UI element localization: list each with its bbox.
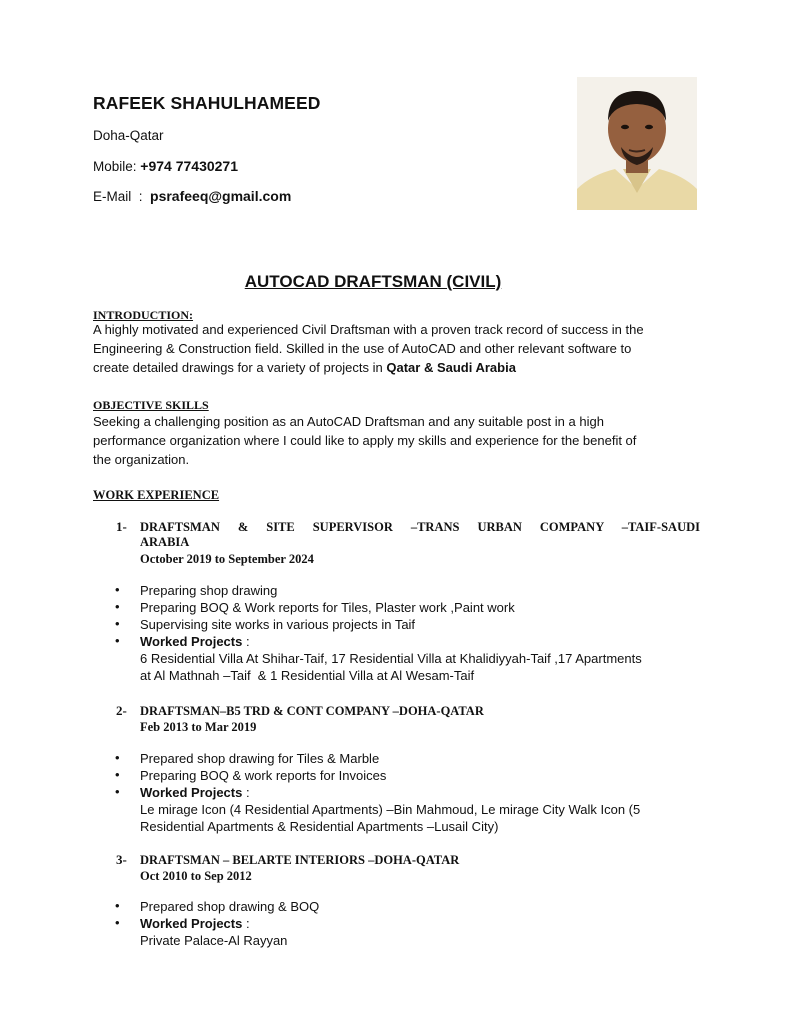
- bullet-icon: •: [115, 633, 120, 648]
- worked-projects-label-line: [140, 784, 702, 801]
- objective-line: performance organization where I could like to apply my skills and experience for the benefit of: [93, 433, 637, 448]
- bullet-icon: •: [115, 750, 120, 765]
- email-address: psrafeeq@gmail.com: [150, 188, 292, 204]
- worked-projects-colon: :: [242, 634, 250, 649]
- worked-projects: [140, 633, 702, 684]
- intro-countries: Qatar & Saudi Arabia: [386, 360, 516, 375]
- introduction-heading: INTRODUCTION:: [93, 308, 194, 322]
- worked-projects-label: Worked Projects: [140, 916, 243, 931]
- bullet-icon: •: [115, 599, 120, 614]
- worked-projects-label-line: [140, 633, 702, 650]
- location: Doha-Qatar: [93, 128, 164, 143]
- job-dates: October 2019 to September 2024: [140, 552, 314, 566]
- objective-heading: OBJECTIVE SKILLS: [93, 398, 209, 412]
- work-experience-heading: WORK EXPERIENCE: [93, 488, 220, 502]
- project-line: Residential Apartments & Residential Apartments –Lusail City): [140, 819, 499, 834]
- introduction-text: [93, 320, 713, 377]
- bullet-icon: •: [115, 767, 120, 782]
- mobile: [93, 158, 238, 174]
- job-duty: Prepared shop drawing & BOQ: [140, 899, 320, 914]
- intro-line: [93, 358, 713, 377]
- email-label: E-Mail :: [93, 189, 151, 204]
- bullet-icon: •: [115, 898, 120, 913]
- email: [93, 188, 291, 204]
- intro-line: Engineering & Construction field. Skilled in the use of AutoCAD and other relevant software to: [93, 341, 632, 356]
- intro-line-text: create detailed drawings for a variety of projects in: [93, 360, 387, 375]
- worked-projects: [140, 915, 702, 949]
- job-dates: Feb 2013 to Mar 2019: [140, 720, 257, 734]
- project-line: 6 Residential Villa At Shihar-Taif, 17 Residential Villa at Khalidiyyah-Taif ,17 Apartments: [140, 651, 642, 666]
- job-title-line: DRAFTSMAN & SITE SUPERVISOR –TRANS URBAN COMPANY –TAIF-SAUDI: [140, 520, 700, 534]
- job-number: 3-: [116, 852, 127, 867]
- mobile-number: +974 77430271: [140, 158, 238, 174]
- job-duty: Preparing shop drawing: [140, 583, 278, 598]
- worked-projects-label-line: [140, 915, 702, 932]
- project-line: Le mirage Icon (4 Residential Apartments) –Bin Mahmoud, Le mirage City Walk Icon (5: [140, 802, 641, 817]
- project-line: at Al Mathnah –Taif & 1 Residential Villa at Al Wesam-Taif: [140, 668, 475, 683]
- objective-line: Seeking a challenging position as an AutoCAD Draftsman and any suitable post in a high: [93, 414, 604, 429]
- objective-text: [93, 412, 713, 469]
- worked-projects-label: Worked Projects: [140, 634, 243, 649]
- bullet-icon: •: [115, 582, 120, 597]
- job-dates: Oct 2010 to Sep 2012: [140, 869, 252, 883]
- objective-line: the organization.: [93, 452, 190, 467]
- profile-photo: [577, 77, 697, 210]
- job-title: DRAFTSMAN – BELARTE INTERIORS –DOHA-QATAR: [140, 853, 460, 867]
- intro-line: A highly motivated and experienced Civil Draftsman with a proven track record of success in the: [93, 322, 644, 337]
- page-title: AUTOCAD DRAFTSMAN (CIVIL): [244, 272, 502, 291]
- project-line: Private Palace-Al Rayyan: [140, 933, 288, 948]
- job-number: 2-: [116, 703, 127, 718]
- job-title: [140, 520, 700, 550]
- bullet-icon: •: [115, 616, 120, 631]
- bullet-icon: •: [115, 784, 120, 799]
- job-duty: Supervising site works in various projects in Taif: [140, 617, 416, 632]
- job-duty: Preparing BOQ & work reports for Invoices: [140, 768, 387, 783]
- worked-projects-label: Worked Projects: [140, 785, 243, 800]
- job-title: DRAFTSMAN–B5 TRD & CONT COMPANY –DOHA-QATAR: [140, 704, 484, 718]
- mobile-label: Mobile:: [93, 159, 141, 174]
- job-duty: Prepared shop drawing for Tiles & Marble: [140, 751, 380, 766]
- job-duty: Preparing BOQ & Work reports for Tiles, Plaster work ,Paint work: [140, 600, 515, 615]
- worked-projects-colon: :: [242, 916, 250, 931]
- worked-projects-colon: :: [242, 785, 250, 800]
- job-number: 1-: [116, 519, 127, 534]
- candidate-name: RAFEEK SHAHULHAMEED: [93, 93, 321, 113]
- job-title-line: ARABIA: [140, 535, 190, 549]
- worked-projects: [140, 784, 702, 835]
- bullet-icon: •: [115, 915, 120, 930]
